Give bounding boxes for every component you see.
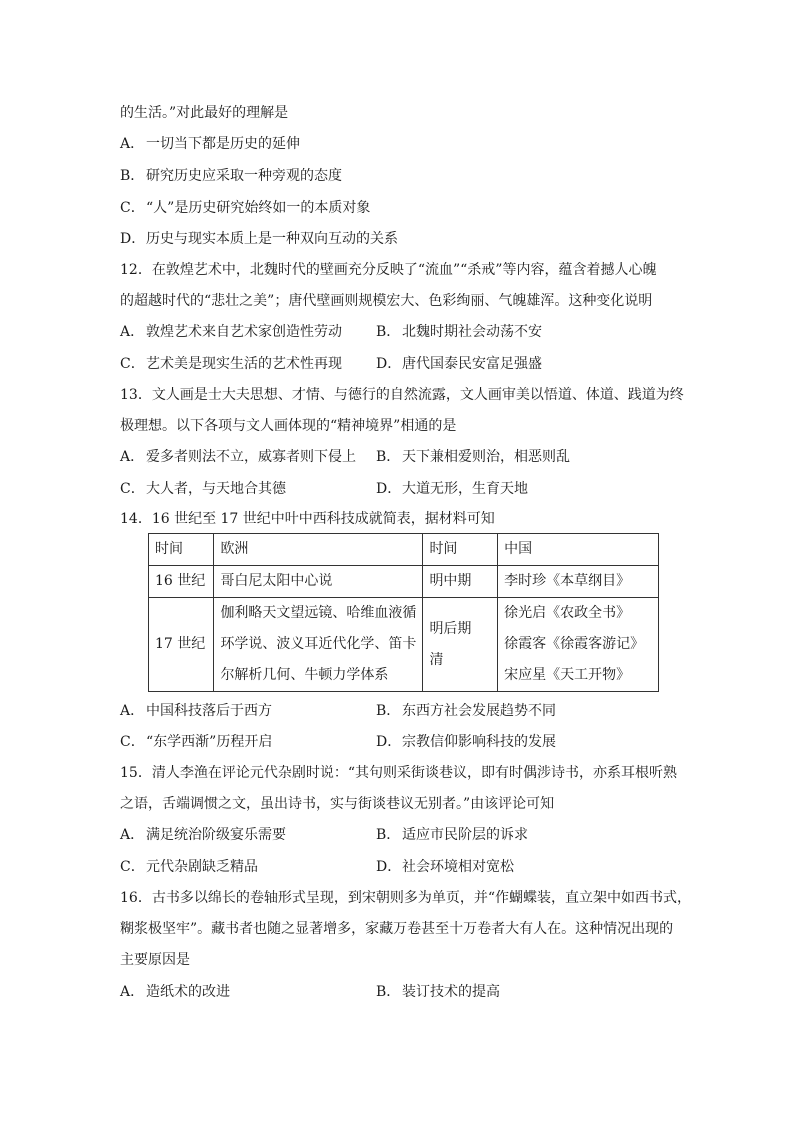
option-letter: B． bbox=[376, 449, 401, 465]
q12-option-a[interactable] bbox=[120, 322, 342, 342]
table-header-cell: 时间 bbox=[423, 534, 498, 566]
option-letter: B． bbox=[376, 703, 401, 719]
table-header-cell: 中国 bbox=[498, 534, 659, 566]
option-letter: B． bbox=[120, 168, 145, 184]
cell-line: 尔解析几何、牛顿力学体系 bbox=[220, 667, 389, 683]
option-text: 大人者，与天地合其德 bbox=[146, 481, 286, 497]
science-achievements-table bbox=[148, 533, 659, 692]
option-letter: C． bbox=[120, 481, 145, 497]
cell-line: 宋应星《天工开物》 bbox=[504, 667, 631, 683]
table-cell: 李时珍《本草纲目》 bbox=[498, 566, 659, 598]
q13-option-d[interactable] bbox=[376, 479, 528, 499]
cell-line: 环学说、波义耳近代化学、笛卡 bbox=[220, 636, 417, 652]
option-text: 东西方社会发展趋势不同 bbox=[402, 703, 556, 719]
option-letter: D． bbox=[120, 231, 146, 247]
q12-option-b[interactable] bbox=[376, 322, 542, 342]
option-letter: C． bbox=[120, 200, 145, 216]
q16-option-a[interactable] bbox=[120, 982, 230, 1002]
option-letter: A． bbox=[120, 324, 145, 340]
q11-option-c[interactable] bbox=[120, 198, 370, 218]
table-cell: 16 世纪 bbox=[149, 566, 214, 598]
table-cell: 17 世纪 bbox=[149, 598, 214, 692]
q11-option-d[interactable] bbox=[120, 229, 398, 249]
cell-line: 明后期 bbox=[429, 620, 472, 637]
cell-line: 徐霞客《徐霞客游记》 bbox=[504, 636, 645, 652]
option-text: “东学西渐”历程开启 bbox=[146, 734, 273, 750]
q15-stem-line2: 之语，舌端调惯之文，虽出诗书，实与街谈巷议无别者。”由该评论可知 bbox=[120, 796, 555, 812]
table-cell: 明中期 bbox=[423, 566, 498, 598]
table-row bbox=[149, 598, 659, 692]
table-row bbox=[149, 566, 659, 598]
option-letter: C． bbox=[120, 356, 145, 372]
cell-line: 徐光启《农政全书》 bbox=[504, 605, 631, 621]
option-letter: A． bbox=[120, 827, 145, 843]
q14-option-d[interactable] bbox=[376, 732, 556, 752]
table-header-row bbox=[149, 534, 659, 566]
option-text: 敦煌艺术来自艺术家创造性劳动 bbox=[146, 324, 342, 340]
q13-option-a[interactable] bbox=[120, 447, 356, 467]
q12-stem-line2: 的超越时代的“悲壮之美”；唐代壁画则规模宏大、色彩绚丽、气魄雄浑。这种变化说明 bbox=[120, 293, 653, 309]
q14-option-b[interactable] bbox=[376, 701, 556, 721]
q13-option-b[interactable] bbox=[376, 447, 570, 467]
q16-stem-line1: 16．古书多以绵长的卷轴形式呈现，到宋朝则多为单页，并“作蝴蝶装，直立架中如西书式， bbox=[120, 890, 691, 906]
option-letter: A． bbox=[120, 136, 145, 152]
option-text: 社会环境相对宽松 bbox=[402, 859, 514, 875]
q11-stem-tail: 的生活。”对此最好的理解是 bbox=[120, 105, 289, 121]
option-text: 大道无形，生育天地 bbox=[402, 481, 528, 497]
option-text: 研究历史应采取一种旁观的态度 bbox=[146, 168, 342, 184]
option-letter: D． bbox=[376, 481, 402, 497]
q16-stem-line3: 主要原因是 bbox=[120, 952, 190, 968]
q15-option-a[interactable] bbox=[120, 825, 286, 845]
option-text: 中国科技落后于西方 bbox=[146, 703, 272, 719]
q13-option-c[interactable] bbox=[120, 479, 286, 499]
q11-option-a[interactable] bbox=[120, 134, 300, 154]
option-text: 艺术美是现实生活的艺术性再现 bbox=[146, 356, 342, 372]
option-letter: D． bbox=[376, 859, 402, 875]
table-cell-time-cn bbox=[423, 598, 498, 692]
q12-option-d[interactable] bbox=[376, 354, 542, 374]
q14-stem: 14．16 世纪至 17 世纪中叶中西科技成就简表，据材料可知 bbox=[120, 511, 495, 527]
option-text: 适应市民阶层的诉求 bbox=[402, 827, 528, 843]
option-text: 一切当下都是历史的延伸 bbox=[146, 136, 300, 152]
option-text: 宗教信仰影响科技的发展 bbox=[402, 734, 556, 750]
table-cell-europe bbox=[214, 598, 423, 692]
option-text: 元代杂剧缺乏精品 bbox=[146, 859, 258, 875]
table-header-cell: 欧洲 bbox=[214, 534, 423, 566]
q13-stem-line2: 极理想。以下各项与文人画体现的“精神境界”相通的是 bbox=[120, 418, 457, 434]
option-text: 爱多者则法不立，威寡者则下侵上 bbox=[146, 449, 356, 465]
cell-line: 伽利略天文望远镜、哈维血液循 bbox=[220, 605, 417, 621]
option-letter: C． bbox=[120, 734, 145, 750]
q11-option-b[interactable] bbox=[120, 166, 342, 186]
option-text: 造纸术的改进 bbox=[146, 984, 230, 1000]
option-letter: B． bbox=[376, 324, 401, 340]
q15-stem-line1: 15．清人李渔在评论元代杂剧时说：“其句则采街谈巷议，即有时偶涉诗书，亦系耳根听熟 bbox=[120, 765, 677, 781]
q12-option-c[interactable] bbox=[120, 354, 342, 374]
q15-option-b[interactable] bbox=[376, 825, 528, 845]
q15-option-d[interactable] bbox=[376, 857, 514, 877]
option-text: 历史与现实本质上是一种双向互动的关系 bbox=[146, 231, 398, 247]
option-text: 天下兼相爱则治，相恶则乱 bbox=[402, 449, 570, 465]
option-letter: B． bbox=[376, 984, 401, 1000]
option-letter: A． bbox=[120, 984, 145, 1000]
option-letter: D． bbox=[376, 734, 402, 750]
q16-option-b[interactable] bbox=[376, 982, 500, 1002]
table-cell-china bbox=[498, 598, 659, 692]
q14-option-c[interactable] bbox=[120, 732, 272, 752]
option-letter: B． bbox=[376, 827, 401, 843]
q12-stem-line1: 12．在敦煌艺术中，北魏时代的壁画充分反映了“流血”“杀戒”等内容，蕴含着撼人心魄 bbox=[120, 262, 657, 278]
option-letter: A． bbox=[120, 449, 145, 465]
q15-option-c[interactable] bbox=[120, 857, 258, 877]
option-text: 北魏时期社会动荡不安 bbox=[402, 324, 542, 340]
q16-stem-line2: 糊浆极坚牢”。藏书者也随之显著增多，家藏万卷甚至十万卷者大有人在。这种情况出现的 bbox=[120, 921, 674, 937]
option-letter: C． bbox=[120, 859, 145, 875]
option-text: 唐代国泰民安富足强盛 bbox=[402, 356, 542, 372]
table-header-cell: 时间 bbox=[149, 534, 214, 566]
option-text: 装订技术的提高 bbox=[402, 984, 500, 1000]
cell-line: 清 bbox=[429, 651, 444, 668]
q14-option-a[interactable] bbox=[120, 701, 272, 721]
option-text: “人”是历史研究始终如一的本质对象 bbox=[146, 200, 371, 216]
option-letter: A． bbox=[120, 703, 145, 719]
option-text: 满足统治阶级宴乐需要 bbox=[146, 827, 286, 843]
q13-stem-line1: 13．文人画是士大夫思想、才情、与德行的自然流露，文人画审美以悟道、体道、践道为终 bbox=[120, 387, 684, 403]
table-cell: 哥白尼太阳中心说 bbox=[214, 566, 423, 598]
option-letter: D． bbox=[376, 356, 402, 372]
